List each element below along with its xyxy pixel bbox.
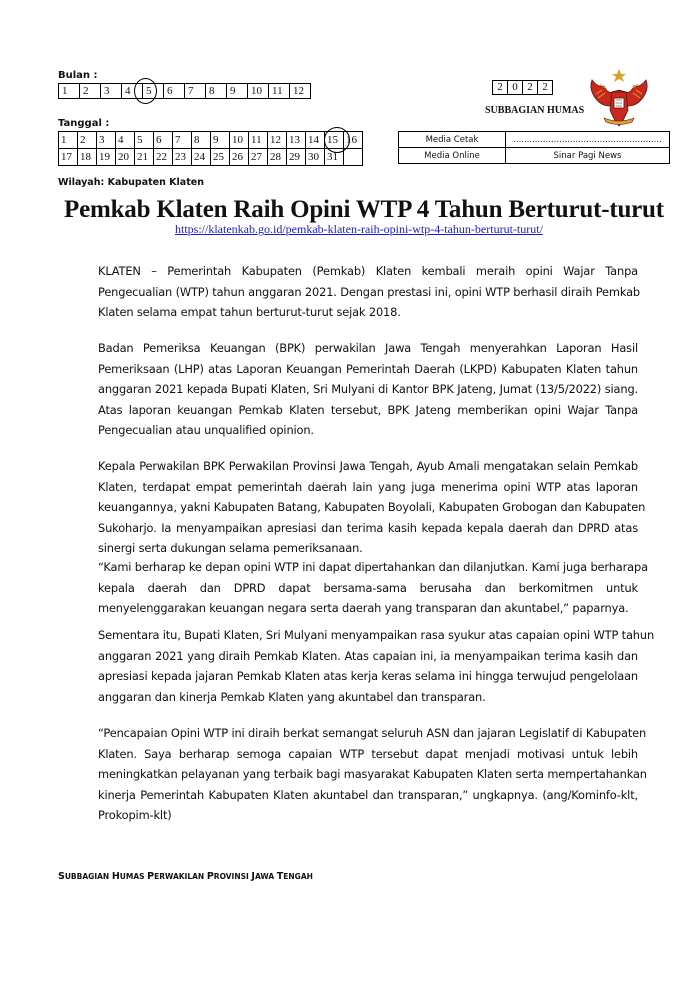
- footer-smallcaps: AWA: [254, 872, 277, 881]
- garuda-logo-icon: [586, 66, 652, 132]
- footer-initial: T: [276, 871, 284, 882]
- paragraph-line: “Pencapaian Opini WTP ini diraih berkat semangat seluruh ASN dan jajaran Legislatif di Kabupaten: [98, 726, 647, 740]
- footer-smallcaps: UBBAGIAN: [64, 872, 112, 881]
- bulan-selected-circle: [134, 78, 157, 104]
- year-digit-cell: 2: [493, 81, 508, 95]
- bulan-cell: 3: [101, 84, 122, 99]
- article-paragraph: [98, 557, 648, 619]
- paragraph-line: keuangannya, yakni Kabupaten Batang, Kabupaten Boyolali, Kabupaten Grobogan dan Kabupaten: [98, 500, 646, 515]
- footer-initial: S: [58, 871, 65, 882]
- paragraph-line: kinerja Pemerintah Kabupaten Klaten akuntabel dan transparan,” ungkapnya. (ang/Kominfo-klt,: [98, 787, 638, 802]
- paragraph-line: sinergi serta dukungan selama pemeriksanaan.: [98, 541, 363, 556]
- tanggal-cell: 29: [287, 149, 306, 166]
- year-boxes: [492, 80, 553, 95]
- bulan-cell: 8: [206, 84, 227, 99]
- paragraph-line: meningkatkan pelayanan yang terbaik bagi masyarakat Kabupaten Klaten serta mempertahankan: [98, 767, 647, 782]
- paragraph-line: Pengecualian (WTP) tahun anggaran 2021. Dengan prestasi ini, opini WTP berhasil diraih Pemkab: [98, 284, 641, 299]
- year-digit-cell: 0: [508, 81, 523, 95]
- bulan-cell: 1: [59, 84, 80, 99]
- paragraph-line: Atas laporan keuangan Pemkab Klaten tersebut, BPK Jateng memberikan opini Wajar Tanpa: [98, 402, 638, 417]
- paragraph-line: kepala daerah dan DPRD dapat bersama-sama berusaha dan berkomitmen untuk: [98, 580, 638, 595]
- tanggal-cell: 8: [192, 132, 211, 149]
- paragraph-line: Sukoharjo. Ia menyampaikan apresiasi dan terima kasih kepada kepala daerah dan DPRD atas: [98, 520, 638, 535]
- tanggal-cell: 11: [249, 132, 268, 149]
- year-digit-cell: 2: [538, 81, 553, 95]
- tanggal-cell: 25: [211, 149, 230, 166]
- media-cetak-label: Media Cetak: [399, 132, 506, 148]
- bulan-cell: 7: [185, 84, 206, 99]
- article-paragraph: [98, 723, 647, 826]
- bulan-cell: 6: [164, 84, 185, 99]
- footer-initial: P: [206, 871, 214, 882]
- media-row: [399, 132, 670, 148]
- paragraph-line: Klaten selama empat tahun berturut-turut sejak 2018.: [98, 305, 401, 320]
- paragraph-line: Pengecualian atau unqualified opinion.: [98, 423, 314, 438]
- footer-initial: P: [147, 871, 155, 882]
- tanggal-cell: 16: [344, 132, 363, 149]
- bulan-cell: 2: [80, 84, 101, 99]
- bulan-cell: 9: [227, 84, 248, 99]
- tanggal-label: Tanggal :: [58, 118, 110, 129]
- footer-signature: [58, 871, 313, 882]
- tanggal-cell: 6: [154, 132, 173, 149]
- footer-smallcaps: ENGAH: [283, 872, 313, 881]
- tanggal-cell: 24: [192, 149, 211, 166]
- bulan-label: Bulan :: [58, 70, 98, 81]
- bulan-grid: [58, 83, 311, 99]
- paragraph-line: anggaran 2021 yang diraih Pemkab Klaten. Atas capaian ini, ia menyampaikan terima kasih dan: [98, 648, 638, 663]
- tanggal-cell: 18: [78, 149, 97, 166]
- article-url[interactable]: https://klatenkab.go.id/pemkab-klaten-raih-opini-wtp-4-tahun-berturut-turut/: [175, 222, 543, 236]
- media-online-label: Media Online: [399, 148, 506, 164]
- tanggal-cell: 15: [325, 132, 344, 149]
- article-paragraph: [98, 338, 638, 441]
- media-cetak-value: .......................................................: [506, 132, 670, 148]
- tanggal-cell: 26: [230, 149, 249, 166]
- tanggal-cell: 9: [211, 132, 230, 149]
- tanggal-cell: 10: [230, 132, 249, 149]
- tanggal-cell: 13: [287, 132, 306, 149]
- tanggal-cell: 7: [173, 132, 192, 149]
- year-digit-cell: 2: [523, 81, 538, 95]
- wilayah-label: Wilayah: Kabupaten Klaten: [58, 177, 204, 188]
- tanggal-cell: 19: [97, 149, 116, 166]
- tanggal-selected-circle: [324, 127, 350, 153]
- paragraph-line: menyelenggarakan keuangan negara serta daerah yang transparan dan akuntabel,” paparnya.: [98, 601, 629, 616]
- paragraph-line: KLATEN – Pemerintah Kabupaten (Pemkab) Klaten kembali meraih opini Wajar Tanpa: [98, 264, 638, 278]
- tanggal-cell: 5: [135, 132, 154, 149]
- paragraph-line: Badan Pemeriksa Keuangan (BPK) perwakilan Jawa Tengah menyerahkan Laporan Hasil: [98, 341, 638, 355]
- bulan-cell: 12: [290, 84, 311, 99]
- tanggal-grid: [58, 131, 363, 166]
- article-title: Pemkab Klaten Raih Opini WTP 4 Tahun Berturut-turut: [64, 196, 664, 223]
- tanggal-cell: 21: [135, 149, 154, 166]
- bulan-cell: 5: [143, 84, 164, 99]
- paragraph-line: anggaran 2021 kepada Bupati Klaten, Sri Mulyani di Kantor BPK Jateng, Jumat (13/5/2022) siang.: [98, 382, 638, 397]
- paragraph-line: Prokopim-klt): [98, 808, 172, 823]
- tanggal-cell: 31: [325, 149, 344, 166]
- tanggal-cell: 17: [59, 149, 78, 166]
- tanggal-cell: 3: [97, 132, 116, 149]
- tanggal-cell: 28: [268, 149, 287, 166]
- media-row: [399, 148, 670, 164]
- bulan-cell: 11: [269, 84, 290, 99]
- footer-smallcaps: ERWAKILAN: [154, 872, 207, 881]
- paragraph-line: Sementara itu, Bupati Klaten, Sri Mulyani menyampaikan rasa syukur atas capaian opini WTP tahun: [98, 628, 655, 642]
- tanggal-cell: [344, 149, 363, 166]
- tanggal-cell: 20: [116, 149, 135, 166]
- footer-initial: J: [251, 871, 255, 882]
- paragraph-line: “Kami berharap ke depan opini WTP ini dapat dipertahankan dan dilanjutkan. Kami juga berharapa: [98, 560, 648, 574]
- bulan-cell: 4: [122, 84, 143, 99]
- paragraph-line: anggaran dan kinerja Pemkab Klaten yang akuntabel dan transparan.: [98, 689, 486, 704]
- article-paragraph: [98, 456, 646, 559]
- article-paragraph: [98, 261, 641, 323]
- tanggal-cell: 27: [249, 149, 268, 166]
- footer-initial: H: [111, 871, 120, 882]
- article-paragraph: [98, 625, 655, 707]
- tanggal-cell: 30: [306, 149, 325, 166]
- paragraph-line: Pemeriksaan (LHP) atas Laporan Keuangan Pemerintah Daerah (LKPD) Kabupaten Klaten tahun: [98, 361, 638, 376]
- paragraph-line: Kepala Perwakilan BPK Perwakilan Provinsi Jawa Tengah, Ayub Amali mengatakan selain Pemkab: [98, 459, 638, 473]
- paragraph-line: Klaten, terdapat empat pemerintah daerah lain yang juga menerima opini WTP atas laporan: [98, 479, 638, 494]
- tanggal-cell: 14: [306, 132, 325, 149]
- media-table: [398, 131, 670, 164]
- tanggal-cell: 1: [59, 132, 78, 149]
- tanggal-cell: 2: [78, 132, 97, 149]
- tanggal-cell: 22: [154, 149, 173, 166]
- tanggal-cell: 4: [116, 132, 135, 149]
- tanggal-cell: 23: [173, 149, 192, 166]
- footer-smallcaps: ROVINSI: [213, 872, 252, 881]
- footer-smallcaps: UMAS: [119, 872, 148, 881]
- paragraph-line: apresiasi kepada jajaran Pemkab Klaten atas kerja keras selama ini hingga terwujud pengelolaan: [98, 669, 638, 684]
- bulan-cell: 10: [248, 84, 269, 99]
- media-online-value: Sinar Pagi News: [506, 148, 670, 164]
- tanggal-cell: 12: [268, 132, 287, 149]
- paragraph-line: Klaten. Saya berharap semoga capaian WTP tersebut dapat menjadi motivasi untuk lebih: [98, 746, 638, 761]
- subbagian-humas-label: SUBBAGIAN HUMAS: [485, 105, 585, 116]
